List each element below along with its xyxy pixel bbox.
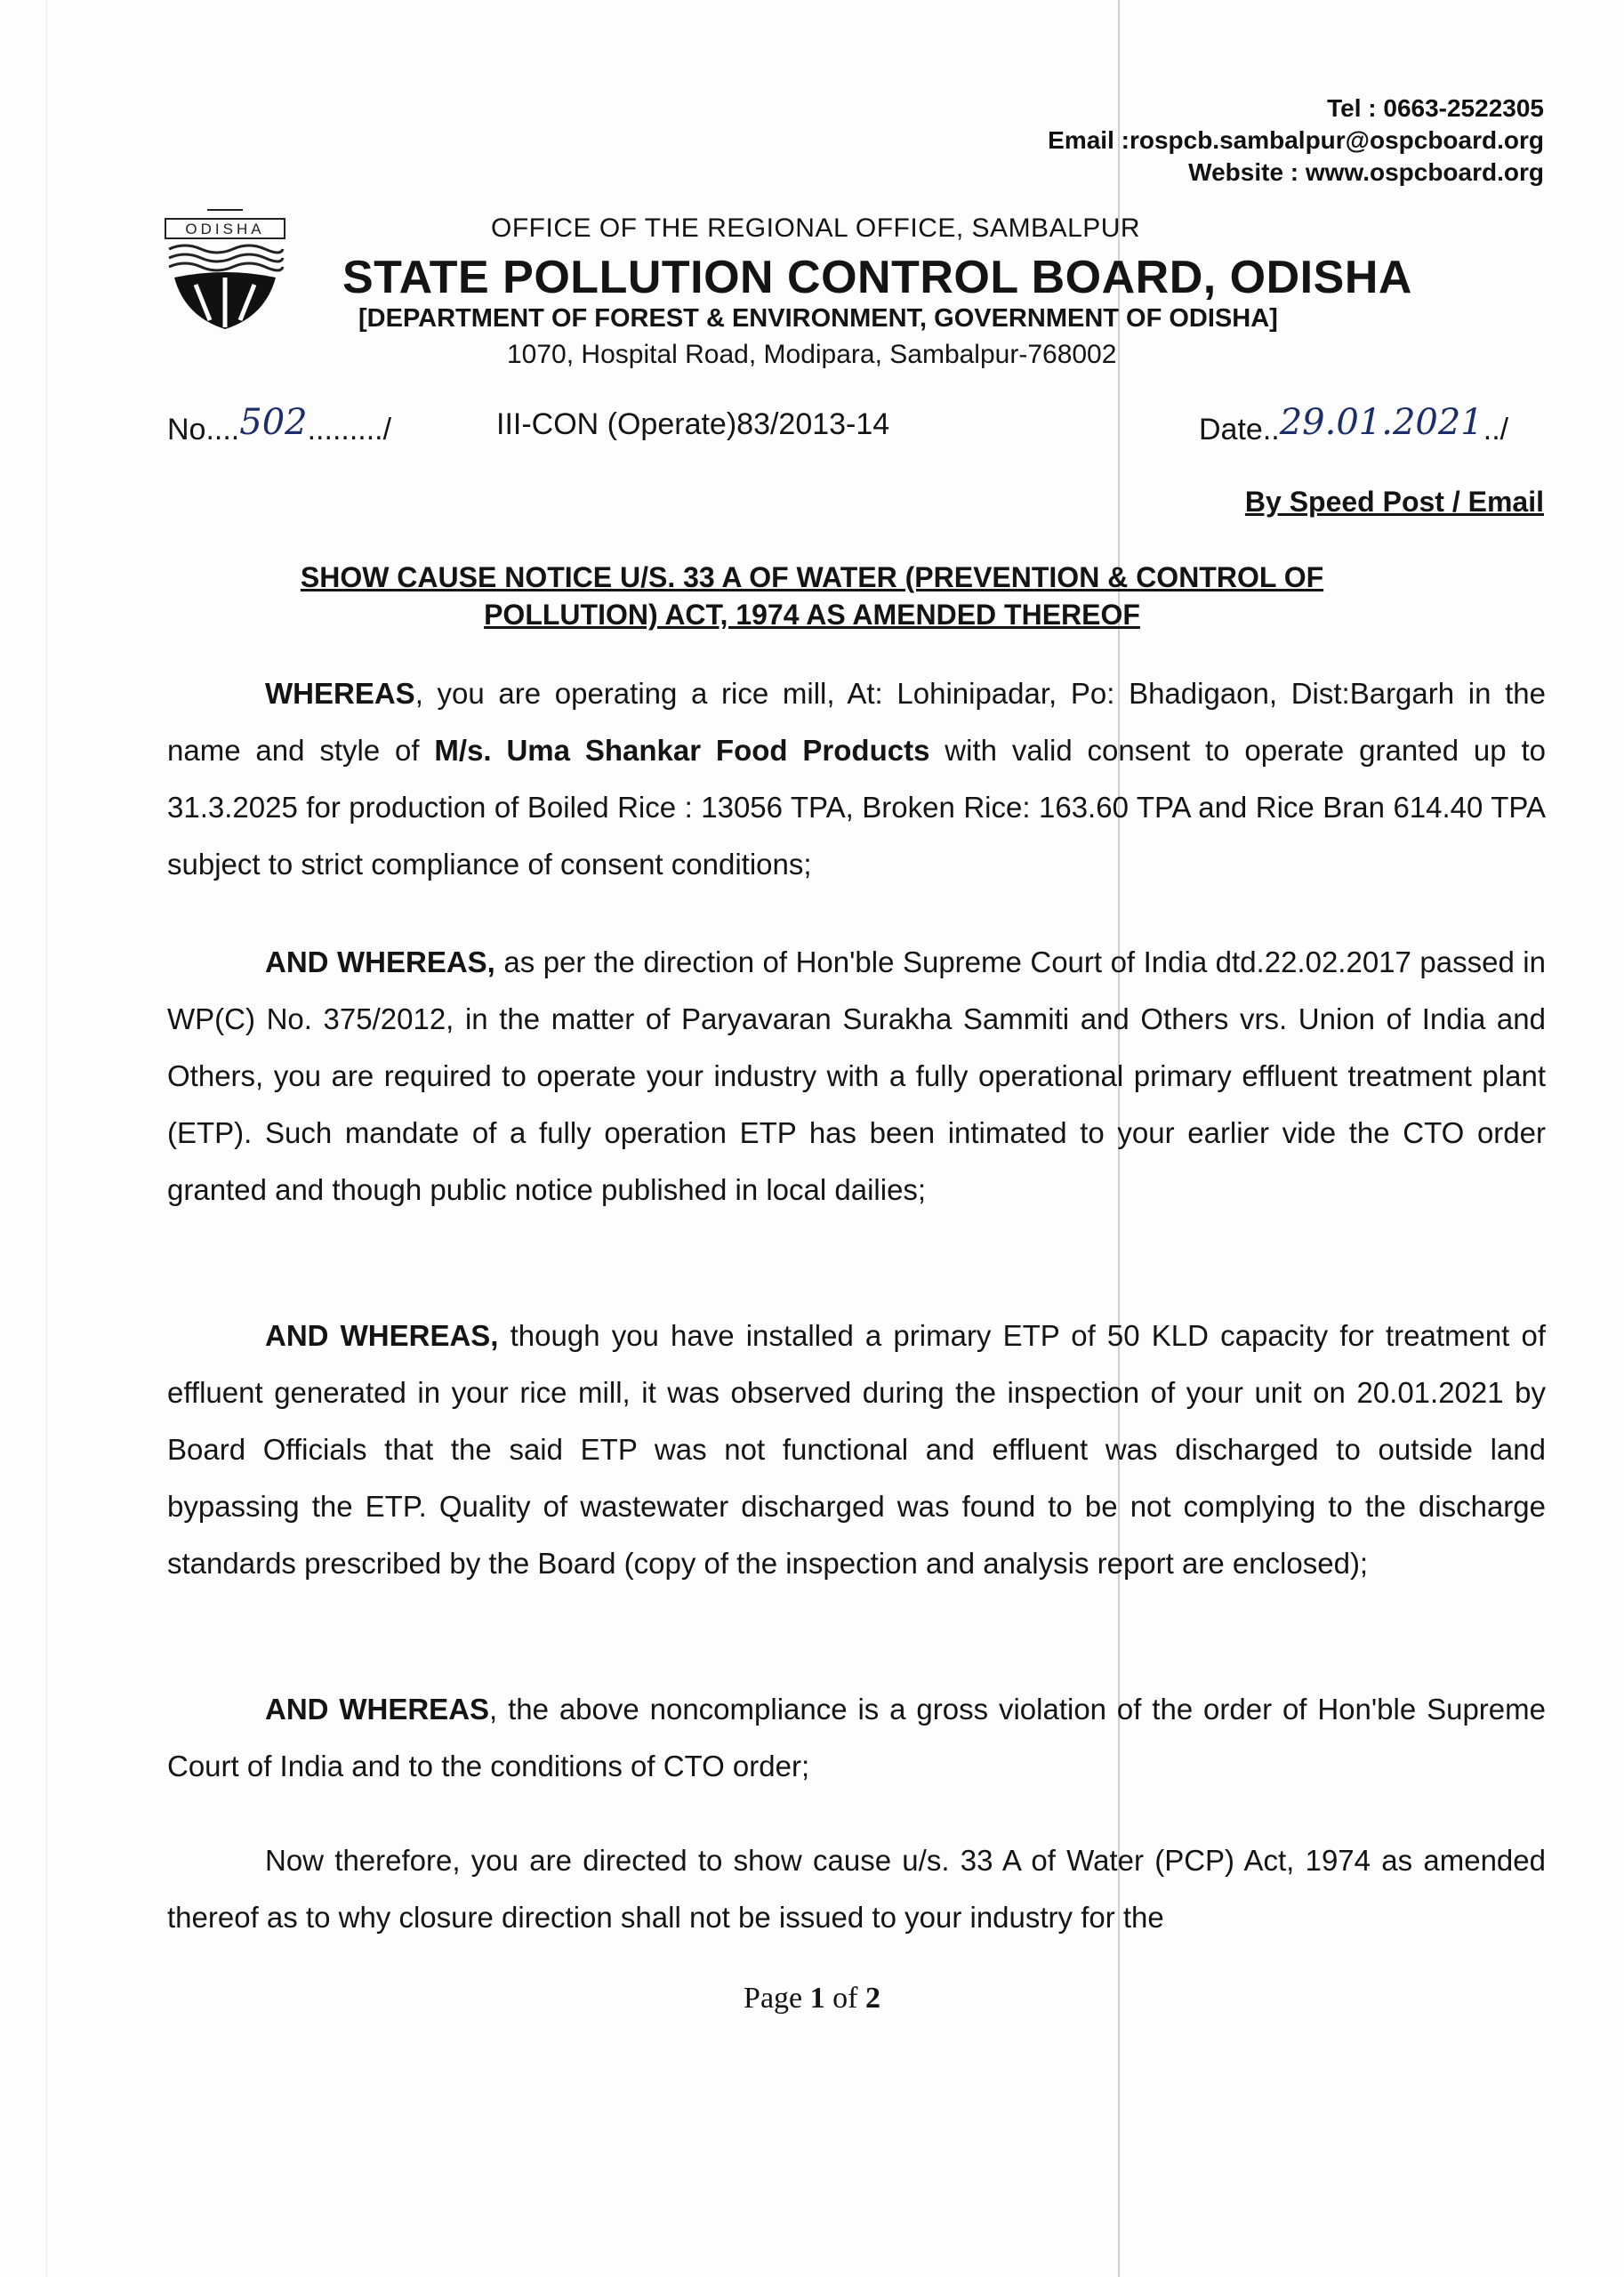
paragraph-2-text: as per the direction of Hon'ble Supreme Court of India dtd.22.02.2017 passed in WP(C) No. 375/2012, in the matter of Paryavaran Surakha Sammiti and Others vrs. Union of India and Others, you are required to operate your industry with a fully operational primary effluent treatment plant (ETP). Such mandate of a fully operation ETP has been intimated to your earlier vide the CTO order granted and though public notice published in local dailies; <box>167 945 1546 1206</box>
paragraph-1 <box>167 665 1546 893</box>
paragraph-3 <box>167 1307 1546 1592</box>
notice-title-line-2: POLLUTION) ACT, 1974 AS AMENDED THEREOF <box>484 599 1140 631</box>
page-of: of <box>832 1982 858 2015</box>
odisha-emblem-icon <box>158 203 292 336</box>
page-current: 1 <box>809 1982 825 2015</box>
contact-block <box>1048 93 1544 189</box>
paragraph-2 <box>167 934 1546 1219</box>
paragraph-4-text: , the above noncompliance is a gross violation of the order of Hon'ble Supreme Court of India and to the conditions of CTO order; <box>167 1693 1546 1782</box>
paragraph-1-lead: WHEREAS <box>265 677 415 710</box>
letter-number-handwritten: 502 <box>239 402 308 443</box>
reference-row <box>167 402 1546 452</box>
file-code: III-CON (Operate)83/2013-14 <box>496 407 890 441</box>
department-line: [DEPARTMENT OF FOREST & ENVIRONMENT, GOVERNMENT OF ODISHA] <box>358 304 1278 333</box>
notice-title <box>160 559 1464 633</box>
contact-website: Website : www.ospcboard.org <box>1188 158 1544 186</box>
letter-number <box>167 402 392 448</box>
notice-title-line-1: SHOW CAUSE NOTICE U/S. 33 A OF WATER (PREVENTION & CONTROL OF <box>300 561 1324 593</box>
board-title: STATE POLLUTION CONTROL BOARD, ODISHA <box>342 252 1412 303</box>
company-name: M/s. Uma Shankar Food Products <box>434 734 930 767</box>
date-handwritten: 29.01.2021 <box>1279 402 1483 443</box>
paragraph-4-lead: AND WHEREAS <box>265 1693 490 1726</box>
page-total: 2 <box>864 1982 880 2015</box>
emblem-text: ODISHA <box>185 221 265 237</box>
date-suffix: ../ <box>1483 413 1509 447</box>
paragraph-5 <box>167 1832 1546 1946</box>
letter-number-suffix: ........./ <box>307 413 392 447</box>
page-footer <box>0 1982 1624 2016</box>
paragraph-3-lead: AND WHEREAS, <box>265 1319 499 1352</box>
date-prefix: Date.. <box>1199 413 1280 447</box>
paragraph-5-text: Now therefore, you are directed to show cause u/s. 33 A of Water (PCP) Act, 1974 as amended thereof as to why closure direction shall not be issued to your industry for the <box>167 1844 1546 1934</box>
letter-number-prefix: No.... <box>167 413 240 447</box>
office-name: OFFICE OF THE REGIONAL OFFICE, SAMBALPUR <box>491 213 1141 243</box>
paragraph-3-text: though you have installed a primary ETP of 50 KLD capacity for treatment of effluent generated in your rice mill, it was observed during the inspection of your unit on 20.01.2021 by Board Officials that the said ETP was not functional and effluent was discharged to outside land bypassing the ETP. Quality of wastewater discharged was found to be not complying to the discharge standards prescribed by the Board (copy of the inspection and analysis report are enclosed); <box>167 1319 1547 1580</box>
dispatch-mode: By Speed Post / Email <box>1244 486 1544 518</box>
scan-edge-line <box>46 0 47 2277</box>
paragraph-1-text-b: with valid consent to operate granted up to 31.3.2025 for production of Boiled Rice : 13056 TPA, Broken Rice: 163.60 TPA and Rice Bran 614.40 TPA subject to strict compliance of consent conditions; <box>167 734 1546 881</box>
contact-email: Email :rospcb.sambalpur@ospcboard.org <box>1048 126 1544 154</box>
paragraph-4 <box>167 1681 1546 1795</box>
paragraph-1-text-a: , you are operating a rice mill, At: Lohinipadar, Po: Bhadigaon, Dist:Bargarh in the name and style of <box>167 677 1546 767</box>
paragraph-2-lead: AND WHEREAS, <box>265 945 495 978</box>
office-address: 1070, Hospital Road, Modipara, Sambalpur-768002 <box>507 340 1117 369</box>
letter-date <box>1199 402 1509 448</box>
page-label: Page <box>744 1982 803 2015</box>
contact-tel: Tel : 0663-2522305 <box>1327 94 1544 122</box>
